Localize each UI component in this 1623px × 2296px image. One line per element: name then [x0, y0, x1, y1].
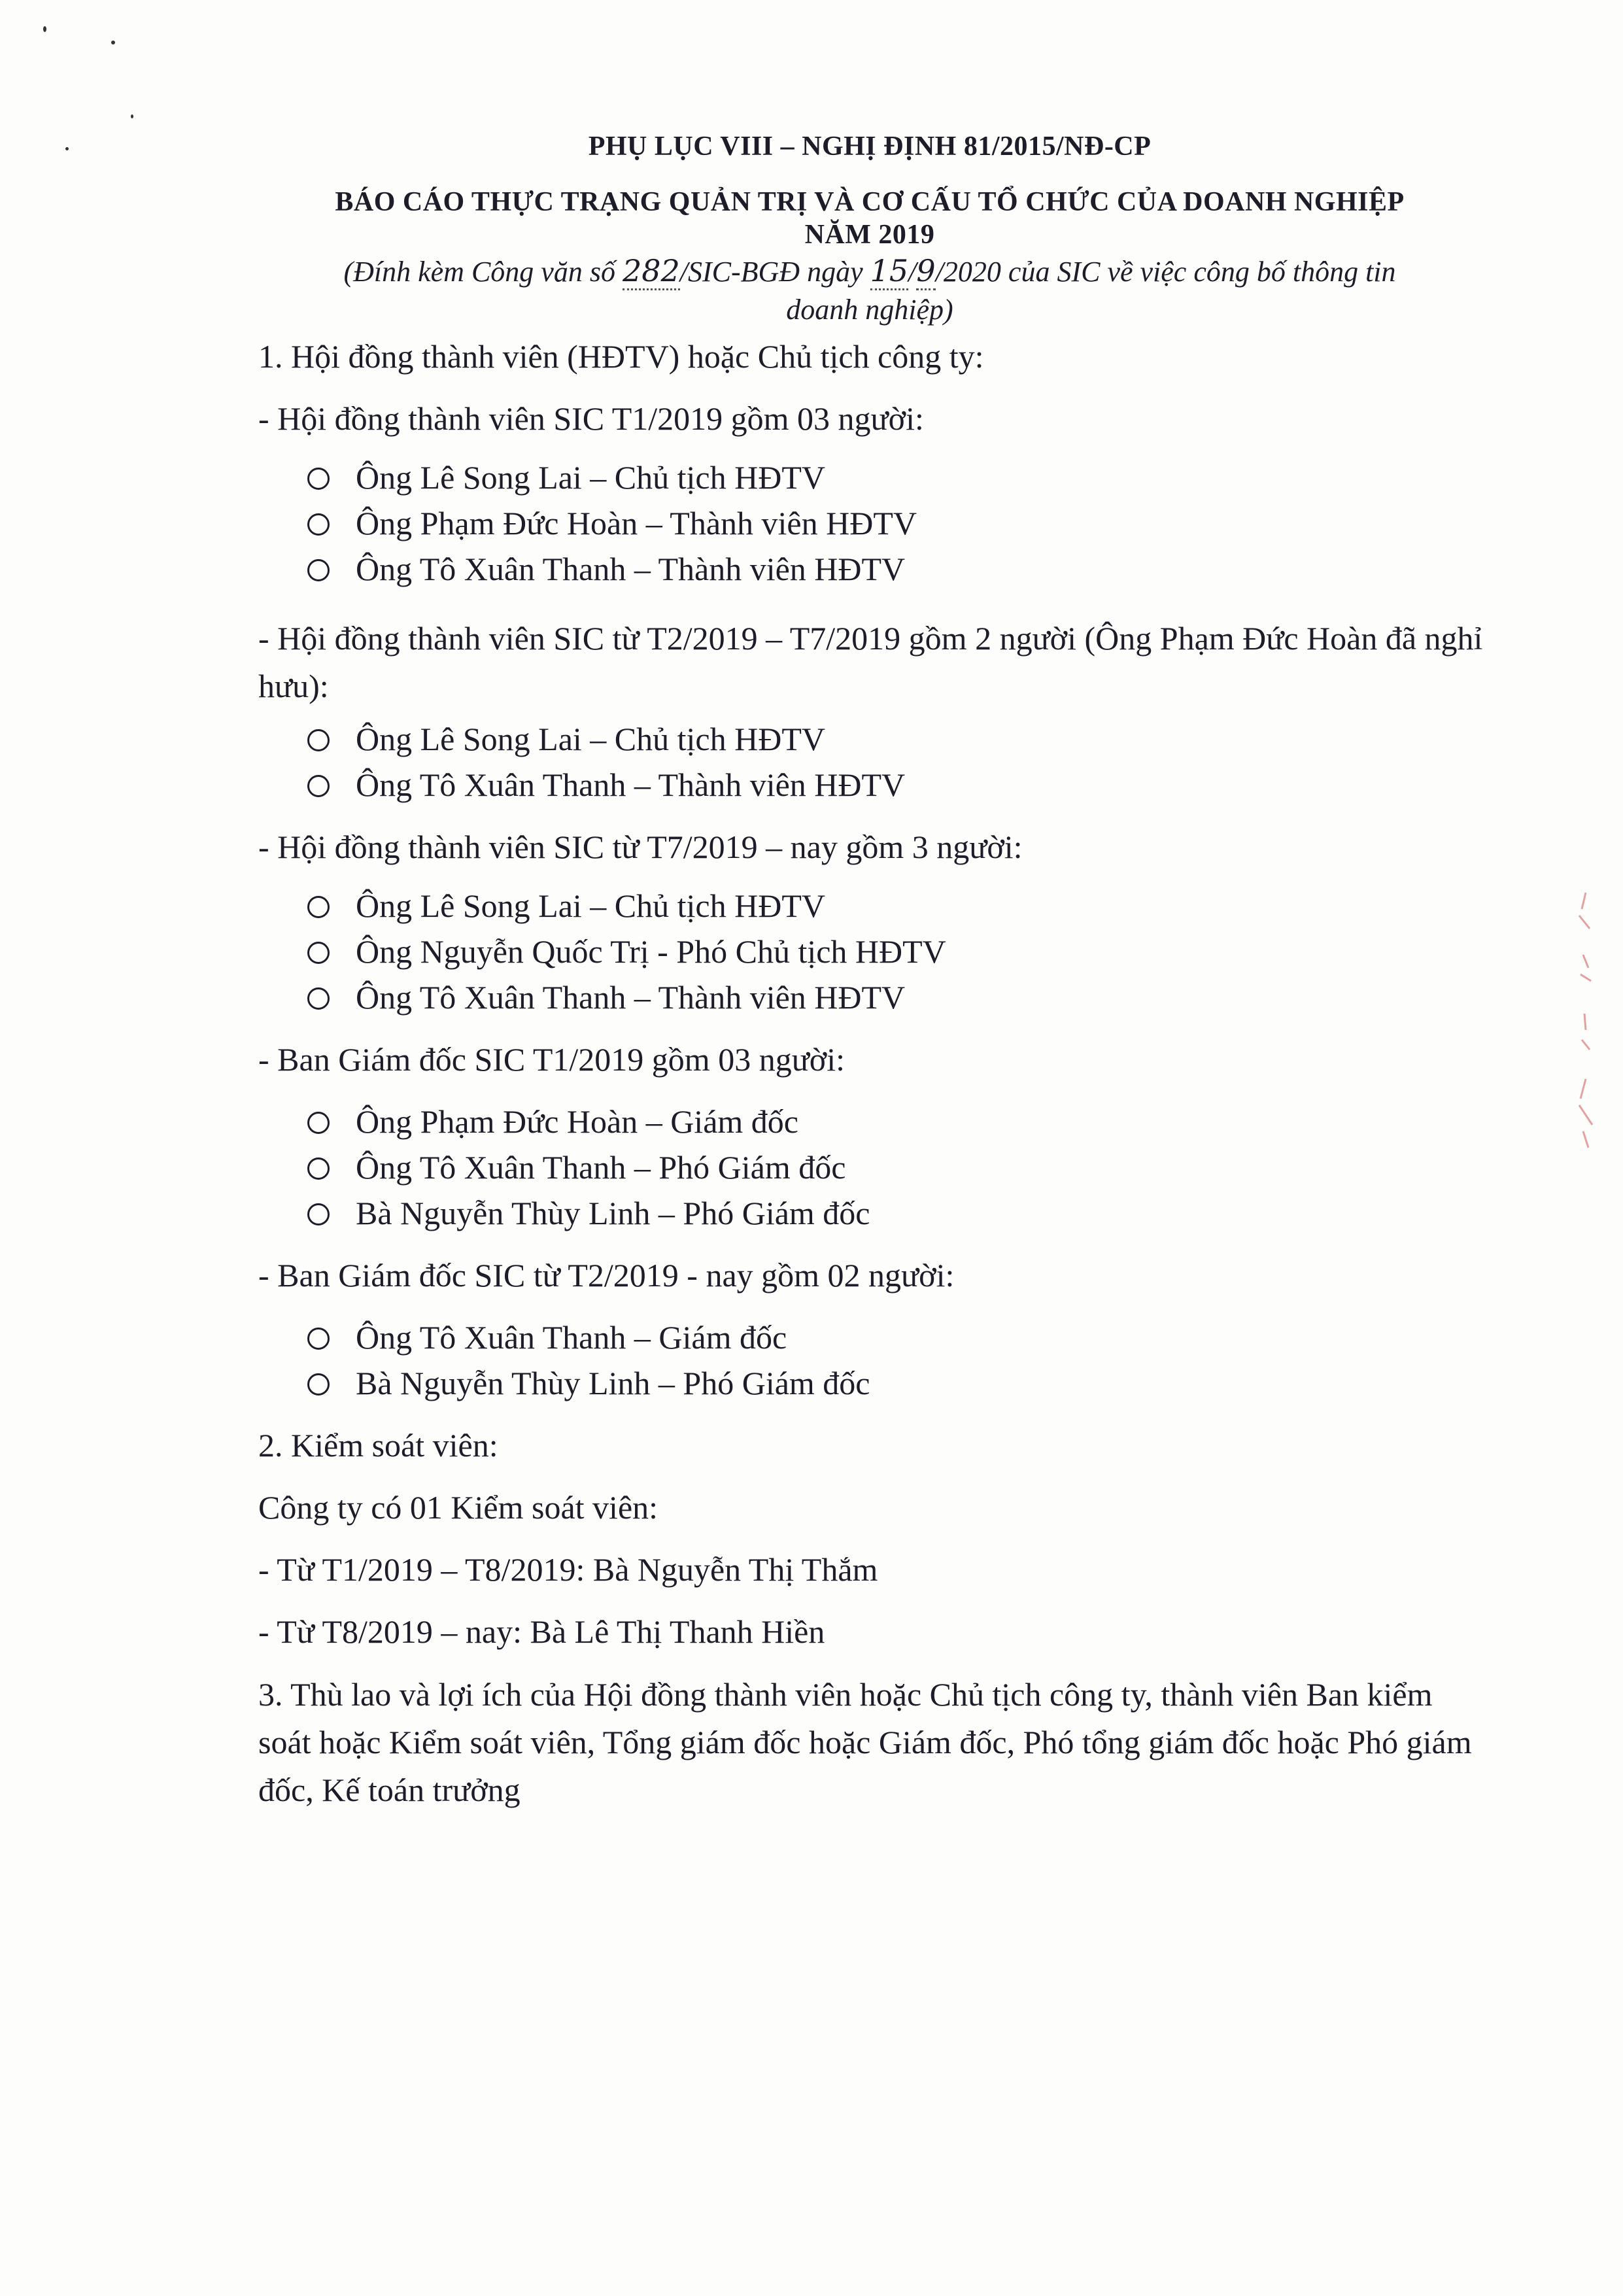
margin-scribble-icon — [1566, 889, 1605, 1151]
controller-period-2: - Từ T8/2019 – nay: Bà Lê Thị Thanh Hiền — [258, 1613, 825, 1650]
section-1-title: 1. Hội đồng thành viên (HĐTV) hoặc Chủ tịch công ty: — [258, 338, 984, 375]
handwritten-day: 15 — [870, 253, 909, 290]
group-4-title: - Ban Giám đốc SIC T1/2019 gồm 03 người: — [258, 1041, 846, 1078]
group-3-title: - Hội đồng thành viên SIC từ T7/2019 – nay gồm 3 người: — [258, 829, 1023, 865]
list-item: Bà Nguyễn Thùy Linh – Phó Giám đốc — [307, 1363, 870, 1403]
scan-speck — [65, 147, 69, 150]
circle-bullet-icon — [307, 1203, 330, 1225]
list-item: Ông Phạm Đức Hoàn – Thành viên HĐTV — [307, 504, 917, 543]
attachment-note-line2: doanh nghiệp) — [786, 294, 953, 326]
circle-bullet-icon — [307, 1328, 330, 1350]
list-item: Ông Lê Song Lai – Chủ tịch HĐTV — [307, 458, 825, 497]
list-item: Ông Tô Xuân Thanh – Thành viên HĐTV — [307, 765, 905, 804]
circle-bullet-icon — [307, 559, 330, 581]
attachment-note: (Đính kèm Công văn số 282/SIC-BGĐ ngày 15/9/2020 của SIC về việc công bố thông tin doanh nghiệp) — [343, 253, 1396, 326]
list-item: Ông Tô Xuân Thanh – Giám đốc — [307, 1318, 787, 1357]
scan-speck — [111, 41, 115, 44]
circle-bullet-icon — [307, 987, 330, 1010]
circle-bullet-icon — [307, 775, 330, 797]
handwritten-month: 9 — [916, 253, 935, 290]
report-title: BÁO CÁO THỰC TRẠNG QUẢN TRỊ VÀ CƠ CẤU TỔ CHỨC CỦA DOANH NGHIỆP — [335, 187, 1405, 217]
group-2-title: - Hội đồng thành viên SIC từ T2/2019 – T7/2019 gồm 2 người (Ông Phạm Đức Hoàn đã nghỉ hưu): — [258, 620, 1483, 704]
report-year: NĂM 2019 — [804, 220, 935, 250]
circle-bullet-icon — [307, 1112, 330, 1134]
circle-bullet-icon — [307, 513, 330, 536]
circle-bullet-icon — [307, 729, 330, 751]
scan-speck — [43, 26, 46, 32]
group-1-title: - Hội đồng thành viên SIC T1/2019 gồm 03 người: — [258, 400, 924, 437]
list-item: Ông Lê Song Lai – Chủ tịch HĐTV — [307, 886, 825, 925]
circle-bullet-icon — [307, 1157, 330, 1180]
group-5-title: - Ban Giám đốc SIC từ T2/2019 - nay gồm 02 người: — [258, 1257, 955, 1294]
controller-period-1: - Từ T1/2019 – T8/2019: Bà Nguyễn Thị Thắm — [258, 1551, 878, 1588]
list-item: Ông Lê Song Lai – Chủ tịch HĐTV — [307, 719, 825, 759]
list-item: Ông Tô Xuân Thanh – Thành viên HĐTV — [307, 549, 905, 589]
section-2-title: 2. Kiểm soát viên: — [258, 1427, 498, 1464]
handwritten-doc-number: 282 — [623, 253, 680, 290]
section-3-title: 3. Thù lao và lợi ích của Hội đồng thành viên hoặc Chủ tịch công ty, thành viên Ban kiểm soát hoặc Kiểm soát viên, Tổng giám đốc hoặc Giám đốc, Phó tổng giám đốc hoặc Phó giám đốc, Kế toán trưởng — [258, 1676, 1472, 1808]
section-2-intro: Công ty có 01 Kiểm soát viên: — [258, 1489, 658, 1526]
list-item: Ông Tô Xuân Thanh – Phó Giám đốc — [307, 1148, 846, 1187]
circle-bullet-icon — [307, 1373, 330, 1396]
list-item: Ông Phạm Đức Hoàn – Giám đốc — [307, 1102, 798, 1141]
list-item: Ông Tô Xuân Thanh – Thành viên HĐTV — [307, 978, 905, 1017]
list-item: Bà Nguyễn Thùy Linh – Phó Giám đốc — [307, 1193, 870, 1233]
circle-bullet-icon — [307, 896, 330, 918]
list-item: Ông Nguyễn Quốc Trị - Phó Chủ tịch HĐTV — [307, 932, 946, 971]
circle-bullet-icon — [307, 468, 330, 490]
scan-speck — [131, 114, 133, 118]
appendix-title: PHỤ LỤC VIII – NGHỊ ĐỊNH 81/2015/NĐ-CP — [588, 131, 1152, 162]
circle-bullet-icon — [307, 942, 330, 964]
